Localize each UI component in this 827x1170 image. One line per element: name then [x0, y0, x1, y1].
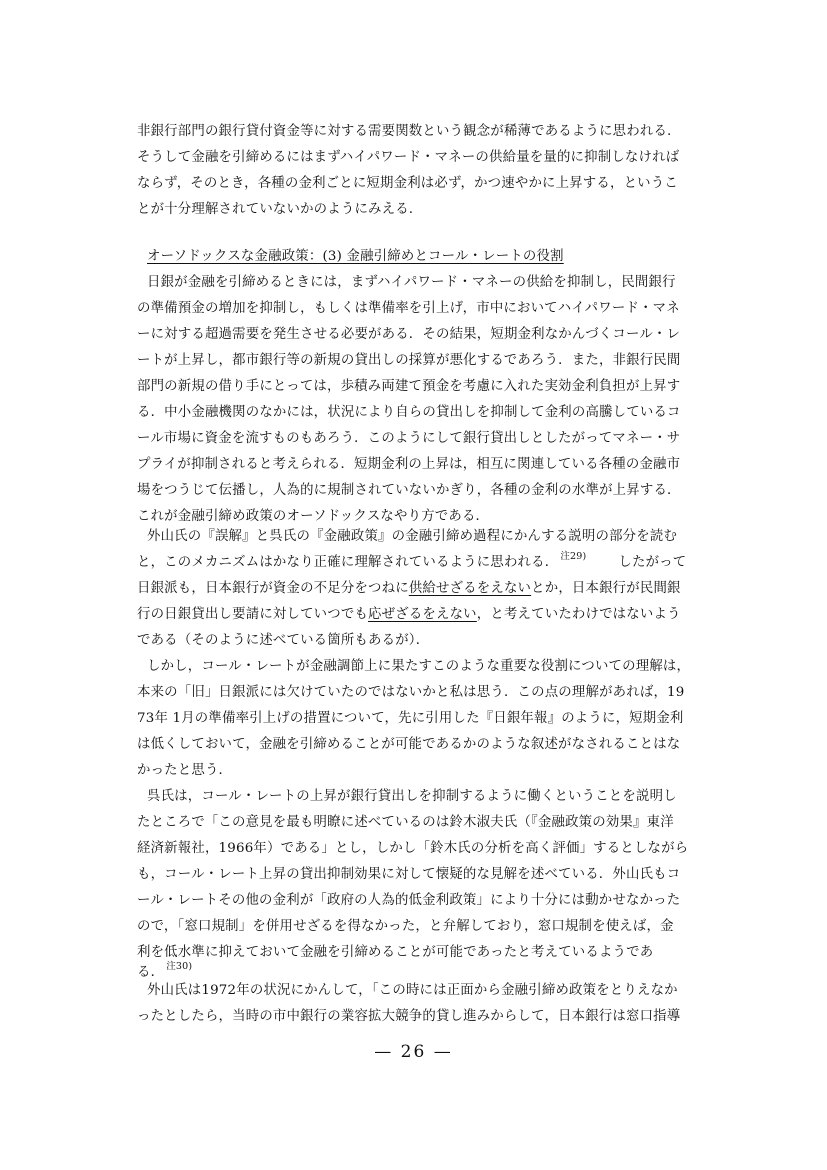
text-segment: とか，日本銀行が民間銀	[531, 581, 681, 596]
text-line: は低くしておいて，金融を引締めることが可能であるかのような叙述がなされることはな	[137, 737, 681, 752]
text-line: とが十分理解されていないかのようにみえる.	[137, 202, 414, 217]
text-line: ったとしたら，当時の市中銀行の業容拡大競争的貸し進みからして，日本銀行は窓口指導	[137, 1009, 681, 1024]
text-line: しかし，コール・レートが金融調節上に果たすこのような重要な役割についての理解は，	[147, 659, 691, 674]
text-line: 73年 1月の準備率引上げの措置について，先に引用した『日銀年報』のように，短期金利	[137, 711, 684, 726]
text-segment: 日銀派も，日本銀行が資金の不足分をつねに	[137, 581, 409, 596]
text-line: 経済新報社，1966年）である」とし，しかし「鈴木氏の分析を高く評価」するとしながら	[137, 841, 689, 856]
text-segment: と，このメカニズムはかなり正確に理解されているように思われる．	[137, 555, 559, 570]
underlined-phrase: 応ぜざるをえない	[368, 607, 477, 622]
text-line: たところで「この意見を最も明瞭に述べているのは鈴木淑夫氏（『金融政策の効果』東洋	[137, 815, 674, 830]
text-segment: る．	[137, 965, 165, 980]
text-line: る．中小金融機関のなかには，状況により自らの貸出しを抑制して金利の高騰しているコ	[137, 405, 681, 420]
text-line: ートが上昇し，都市銀行等の新規の貸出しの採算が悪化するであろう．また，非銀行民間	[137, 353, 681, 368]
text-line: 本来の「旧」日銀派には欠けていたのではないかと私は思う．この点の理解があれば，19	[137, 685, 685, 700]
text-line: 部門の新規の借り手にとっては，歩積み両建て預金を考慮に入れた実効金利負担が上昇す	[137, 379, 681, 394]
text-line: ので，「窓口規制」を併用せざるを得なかった，と弁解しており，窓口規制を使えば，金	[137, 919, 674, 934]
text-line: プライが抑制されると考えられる．短期金利の上昇は，相互に関連している各種の金融市	[137, 457, 681, 472]
section-heading: オーソドックスな金融政策：(3) 金融引締めとコール・レートの役割	[147, 249, 564, 264]
text-line: そうして金融を引締めるにはまずハイパワード・マネーの供給量を量的に抑制しなければ	[137, 150, 680, 165]
text-segment: ，と考えていたわけではないよう	[476, 607, 681, 622]
text-line: これが金融引締め政策のオーソドックスなやり方である．	[137, 509, 490, 524]
text-line: 場をつうじて伝播し，人為的に規制されていないかぎり，各種の金利の水準が上昇する．	[137, 483, 681, 498]
text-line: 呉氏は，コール・レートの上昇が銀行貸出しを抑制するように働くということを説明し	[147, 789, 677, 804]
footnote-ref: 注30)	[166, 961, 193, 972]
text-line	[137, 576, 697, 602]
text-line: である（そのように述べている箇所もあるが）．	[137, 633, 430, 648]
footnote-ref: 注29)	[560, 551, 587, 562]
text-line: 非銀行部門の銀行貸付資金等に対する需要関数という観念が稀薄であるように思われる.	[137, 124, 672, 139]
text-segment: したがって	[618, 555, 687, 570]
text-line: ール市場に資金を流すものもあろう．このようにして銀行貸出しとしたがってマネー・サ	[137, 431, 681, 446]
text-line: 外山氏の『誤解』と呉氏の『金融政策』の金融引締め過程にかんする説明の部分を読む	[147, 529, 678, 544]
text-line: 外山氏は1972年の状況にかんして，「この時には正面から金融引締め政策をとりえなか	[147, 983, 678, 998]
underlined-phrase: 供給せざるをえない	[408, 581, 532, 596]
page-number: — 26 —	[374, 1042, 453, 1062]
text-line: 利を低水準に抑えておいて金融を引締めることが可能であったと考えているようであ	[137, 945, 654, 960]
text-line: かったと思う．	[137, 763, 233, 778]
text-line	[137, 550, 697, 576]
text-line	[137, 602, 697, 628]
text-line: ール・レートその他の金利が「政府の人為的低金利政策」により十分には動かせなかった	[137, 893, 681, 908]
text-segment: 行の日銀貸出し要請に対していつでも	[137, 607, 369, 622]
text-line: ならず，そのとき，各種の金利ごとに短期金利は必ず，かつ速やかに上昇する，というこ	[137, 176, 678, 191]
text-line: ーに対する超過需要を発生させる必要がある．その結果，短期金利なかんづくコール・レ	[137, 327, 681, 342]
text-line: も，コール・レート上昇の貸出抑制効果に対して懐疑的な見解を述べている．外山氏もコ	[137, 867, 681, 882]
text-line: 日銀が金融を引締めるときには，まずハイパワード・マネーの供給を抑制し，民間銀行	[147, 275, 676, 290]
text-line: の準備預金の増加を抑制し，もしくは準備率を引上げ，市中においてハイパワード・マネ	[137, 301, 680, 316]
